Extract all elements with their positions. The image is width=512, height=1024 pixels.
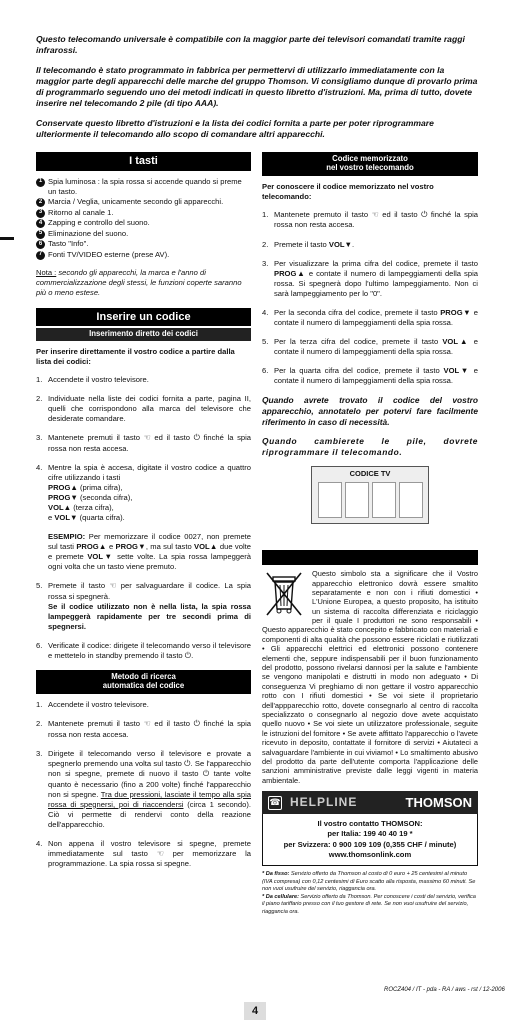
list-item xyxy=(36,218,251,228)
lead-text: Per inserire direttamente il vostro codice a partire dalla lista dei codici: xyxy=(36,347,235,367)
note xyxy=(36,268,251,298)
section-title-inserire: Inserire un codice xyxy=(36,308,251,327)
list-item xyxy=(36,197,251,207)
code-digit-cell xyxy=(318,482,342,518)
helpline-label: HELPLINE xyxy=(290,794,358,809)
key-desc: Ritorno al canale 1. xyxy=(48,207,114,217)
list-item: 1. Accendete il vostro televisore. xyxy=(36,700,149,710)
brand-logo: THOMSON xyxy=(405,795,472,811)
contact-box xyxy=(262,814,478,866)
warning-note: Quando cambierete le pile, dovrete riprogrammare il telecomando. xyxy=(262,435,478,458)
side-tab-mark xyxy=(0,237,14,240)
section-title-tasti: I tasti xyxy=(36,152,251,171)
contact-swiss: per Svizzera: 0 900 109 109 (0,355 CHF / minute) xyxy=(283,839,457,849)
power-icon: ⏻ xyxy=(421,209,428,219)
learn-key-icon: ☜ xyxy=(371,209,379,219)
right-column xyxy=(262,152,478,916)
intro-paragraph: Conservate questo libretto d'istruzioni e la lista dei codici fornita a parte per poter riprogrammare ulteriormente il telecomando allo scopo di comandare altri apparecchi. xyxy=(36,118,434,139)
list-item: 5. Premete il tasto ☜ per salvaguardare il codice. La spia rossa si spegnerà. Se il codice utilizzato non è nella lista, la spia rossa lampeggerà rapidamente per tre secondi prima di spegnersi. xyxy=(36,580,251,631)
example: ESEMPIO: Per memorizzare il codice 0027, non premete sul tasti PROG▲ e PROG▼, ma sul tasto VOL▲ due volte e premete VOL▼ sette volte. La spia rossa lampeggerà ogni volta che un tasto viene premuto. xyxy=(48,531,251,571)
list-item: 6. Verificate il codice: dirigete il telecomando verso il televisore e mettetelo in standby premendo il tasto ⏻. xyxy=(36,640,251,660)
list-item xyxy=(36,239,251,249)
code-tv-box xyxy=(311,466,429,524)
footnotes xyxy=(262,871,478,916)
list-item: 4. Non appena il vostro televisore si spegne, premete immediatamente sul tasto ☜ per memorizzare la programmazione. La spia rossa si spegne. xyxy=(36,838,251,869)
list-item: 2. Mantenete premuti il tasto ☜ ed il tasto ⏻ finché la spia rossa non resta accesa. xyxy=(36,719,251,739)
contact-italy: per Italia: 199 40 40 19 * xyxy=(327,829,413,839)
number-badge: 3 xyxy=(36,209,45,218)
list-item: 5. Per la terza cifra del codice, premete il tasto VOL▲ e contate il numero di lampeggiamenti della spia rossa. xyxy=(262,336,478,356)
lead-text: Per conoscere il codice memorizzato nel vostro telecomando: xyxy=(262,181,434,201)
intro-paragraph: Il telecomando è stato programmato in fabbrica per permettervi di utilizzarlo immediatamente con la maggior parte degli apparecchi delle marche del gruppo Thomson. Vi consigliamo dunque di provarlo prima di programmarlo seguendo uno dei metodi indicati in questo libretto d'istruzioni. Ma, prima di tutto, dovete inserire nel telecomando 2 pile (di tipo AAA). xyxy=(36,65,478,108)
list-item: 3. Mantenete premuti il tasto ☜ ed il tasto ⏻ finché la spia rossa non resta accesa. xyxy=(36,433,251,453)
key-desc: Eliminazione del suono. xyxy=(48,228,129,238)
steps-direct xyxy=(36,375,251,661)
subsection-title-diretto: Inserimento diretto dei codici xyxy=(36,328,251,341)
list-item: 3. Dirigete il telecomando verso il televisore e provate a spegnerlo premendo una volta sul tasto ⏻. Se l'apparecchio non si spegne, premete di nuovo il tasto ⏻ tante volte quanto è necessario (fino a 200 volte) finché l'apparecchio non si spegne. Tra due pressioni, lasciate il tempo alla spia rossa di spegnersi, poi di riaccendersi (circa 1 secondo). Ciò vi permette di rendervi conto della reazione dell'apparecchio. xyxy=(36,748,251,829)
intro-paragraph: Questo telecomando universale è compatibile con la maggior parte dei televisori comandati tramite raggi infrarossi. xyxy=(36,34,465,55)
power-icon: ⏻ xyxy=(193,433,200,443)
code-digit-cell xyxy=(399,482,423,518)
list-item: 6. Per la quarta cifra del codice, premete il tasto VOL▼ e contate il numero di lampeggiamenti della spia rossa. xyxy=(262,365,478,385)
key-desc: Marcia / Veglia, unicamente secondo gli apparecchi. xyxy=(48,197,224,207)
learn-key-icon: ☜ xyxy=(156,848,164,858)
number-badge: 4 xyxy=(36,219,45,228)
left-column xyxy=(36,152,251,878)
document-reference: ROCZ404 / IT - pda - RA / aws - rst / 12-2006 xyxy=(384,987,505,993)
list-item: 2. Individuate nella liste dei codici fornita a parte, pagina II, quelli che corrispondono alla marca del televisore che desiderate comandare. xyxy=(36,394,251,424)
phone-icon: ☎ xyxy=(268,796,282,810)
list-item xyxy=(36,208,251,218)
number-badge: 6 xyxy=(36,240,45,249)
list-item: 4. Per la seconda cifra del codice, premete il tasto PROG▼ e contate il numero di lampeggiamenti della spia rossa. xyxy=(262,307,478,327)
steps-codice xyxy=(262,210,478,386)
section-title-codice: Codice memorizzato nel vostro telecomando xyxy=(262,152,478,176)
subsection-title-ricerca: Metodo di ricerca automatica del codice xyxy=(36,670,251,694)
steps-auto xyxy=(36,700,251,869)
crossed-bin-icon xyxy=(262,569,306,617)
list-item: 3. Per visualizzare la prima cifra del codice, premete il tasto PROG▲ e contate il numero di lampeggiamenti della spia rossa. Si spegnerà dopo l'ultimo lampeggiamento. Non ci sarà lampeggiamento per lo "0". xyxy=(262,258,478,298)
warning-note: Quando avrete trovato il codice del vostro apparecchio, annotatelo per potervi fare facilmente riferimento in caso di necessità. xyxy=(262,394,478,427)
code-digit-cell xyxy=(372,482,396,518)
section-divider-bar xyxy=(262,550,478,565)
power-icon: ⏻ xyxy=(193,719,200,729)
power-icon: ⏻ xyxy=(202,769,210,779)
learn-key-icon: ☜ xyxy=(109,580,117,590)
keys-list xyxy=(36,177,251,260)
number-badge: 1 xyxy=(36,178,45,187)
note-text: secondo gli apparecchi, la marca e l'anno di commercializzazione degli stessi, le funzioni coperte saranno più o meno estese. xyxy=(36,267,242,297)
key-desc: Zapping e controllo del suono. xyxy=(48,218,150,228)
key-desc: Tasto "Info". xyxy=(48,239,89,249)
list-item xyxy=(36,250,251,260)
weee-notice xyxy=(262,569,478,785)
code-digit-cell xyxy=(345,482,369,518)
number-badge: 7 xyxy=(36,251,45,260)
list-item: 1. Mantenete premuto il tasto ☜ ed il tasto ⏻ finché la spia rossa non resta accesa. xyxy=(262,209,478,230)
power-icon: ⏻ xyxy=(184,758,191,768)
key-desc: Spia luminosa : la spia rossa si accende quando si preme un tasto. xyxy=(48,176,242,196)
list-item xyxy=(36,229,251,239)
key-desc: Fonti TV/VIDEO esterne (prese AV). xyxy=(48,249,170,259)
footnote: * Da cellulare: Servizio offerto da Thomson. Per conoscere i costi del servizio, verifica il piano tariffario presso con il tuo gestore di rete. Se non vuoi usufruire del servizio, riaggancia ora. xyxy=(262,893,476,915)
contact-title: Il vostro contatto THOMSON: xyxy=(317,819,423,829)
helpline-banner xyxy=(262,791,478,814)
power-icon: ⏻ xyxy=(184,650,192,660)
note-label: Nota : xyxy=(36,267,57,277)
list-item xyxy=(36,177,251,197)
learn-key-icon: ☜ xyxy=(143,719,151,729)
number-badge: 2 xyxy=(36,198,45,207)
footnote: * Da fisso: Servizio offerto da Thomson al costo di 0 euro + 25 centesimi al minuto (IVA compresa) con 0,12 centesimi di Euro scatto alla risposta, massimo 60 minuti. Se non vuoi usufruire del servizio, riaggancia ora. xyxy=(262,871,476,893)
page-number: 4 xyxy=(244,1002,266,1020)
code-cells xyxy=(312,482,428,518)
contact-website[interactable]: www.thomsonlink.com xyxy=(328,849,412,859)
list-item: 4. Mentre la spia è accesa, digitate il vostro codice a quattro cifre utilizzando i tasti PROG▲ (prima cifra), PROG▼ (seconda cifra), VOL▲ (terza cifra), e VOL▼ (quarta cifra). xyxy=(36,462,251,522)
weee-text: Questo simbolo sta a significare che il Vostro apparecchio elettronico dovrà essere smaltito separatamente e non con i rifiuti domestici • L'Unione Europea, a questo proposito, ha istituito un sistema di raccolta differenziata e riciclaggio per il quale I produttori ne sono responsabili • Questo apparecchio è stato concepito e fabbricato con materiali e componenti di alta qualità che possono essere riciclati e riutilizzati • Gli apparecchi elettrici ed elettronici possono contenere elementi che, seppure indispensabili per il buon funzionamento del prodotto, possono rivelarsi dannosi per la salute e l'ambiente se vengono manipolati e distrutti in modo non adeguato • Di conseguenza Vi preghiamo di non gettare il vostro apparecchio rotto con I rifiuti domestici • Se voi siete il proprietario dell'appparecchio rotto, dovete consegnarlo al centro di raccolta specializzato o consegnarlo al negozio dove avete acquistato quello nuovo • Se voi siete un utilizzatore professionale, seguite le istruzioni del fornitore • Se avete affittato l'apparecchio o l'avete ricevuto in deposito, contattate il fornitore di servizi • Aiutateci a salvaguardare l'ambiente in cui viviamo! • Lo smaltimento abusivo del prodotto da parte dell'utente comporta l'applicazione delle sanzioni amministrative previste dalle leggi vigenti in materia ambientale. xyxy=(262,569,478,785)
intro xyxy=(36,34,480,149)
list-item: 2. Premete il tasto VOL▼. xyxy=(262,239,355,249)
list-item: 1. Accendete il vostro televisore. xyxy=(36,375,149,385)
code-tv-label: CODICE TV xyxy=(349,469,391,479)
number-badge: 5 xyxy=(36,230,45,239)
learn-key-icon: ☜ xyxy=(143,433,151,443)
